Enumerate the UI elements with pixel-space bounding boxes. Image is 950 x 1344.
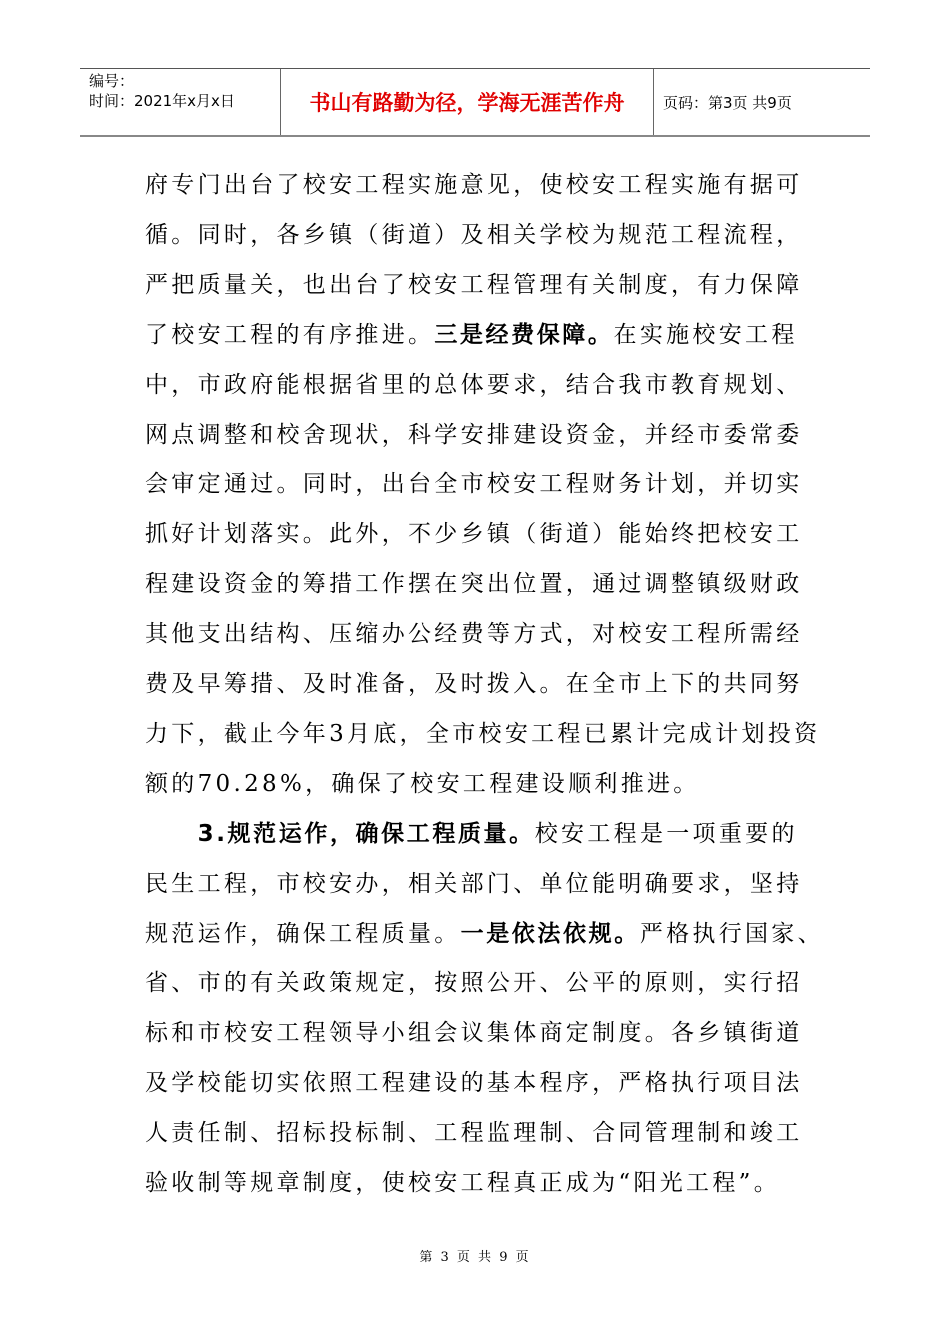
- text-run: 会审定通过。同时，出台全市校安工程财务计划，并切实: [145, 471, 803, 498]
- header-motto: 书山有路勤为径，学海无涯苦作舟: [281, 69, 654, 135]
- text-run: 严格执行国家、: [639, 920, 824, 947]
- text-run: 验收制等规章制度，使校安工程真正成为“阳光工程”。: [145, 1170, 781, 1196]
- bold-heading-text: 3.规范运作，确保工程质量。: [197, 820, 535, 847]
- page-footer: 第 3 页 共 9 页: [419, 1250, 531, 1265]
- number-label: 编号：: [89, 72, 135, 90]
- text-line: [145, 260, 803, 310]
- text-line: [145, 310, 798, 360]
- text-run: 费及早筹措、及时准备，及时拨入。在全市上下的共同努: [145, 671, 803, 697]
- text-line: [145, 559, 803, 609]
- text-run: 力下，截止今年3月底，全市校安工程已累计完成计划投资: [145, 720, 821, 747]
- text-line: [145, 859, 803, 909]
- text-run: 规范运作，确保工程质量。: [145, 920, 461, 947]
- text-line: [145, 160, 803, 210]
- text-run: 抓好计划落实。此外，不少乡镇（街道）能始终把校安工: [145, 521, 803, 548]
- bold-heading-text: 一是依法依规。: [460, 920, 640, 947]
- text-run: 其他支出结构、压缩办公经费等方式，对校安工程所需经: [145, 621, 803, 648]
- text-line: [145, 1058, 803, 1108]
- text-line: [145, 609, 803, 659]
- text-run: 了校安工程的有序推进。: [145, 321, 435, 348]
- text-line: [145, 1158, 780, 1208]
- text-run: 网点调整和校舍现状，科学安排建设资金，并经市委常委: [145, 421, 803, 448]
- text-run: 标和市校安工程领导小组会议集体商定制度。各乡镇街道: [145, 1020, 803, 1047]
- text-line: [145, 809, 798, 859]
- text-run: 人责任制、招标投标制、工程监理制、合同管理制和竣工: [145, 1120, 803, 1147]
- text-line: [145, 210, 803, 260]
- header-table: [80, 68, 870, 137]
- text-line: [145, 909, 824, 959]
- text-line: [145, 709, 820, 759]
- text-line: [145, 1108, 803, 1158]
- header-page-info: 页码：第3页 共9页: [663, 93, 792, 112]
- text-run: 府专门出台了校安工程实施意见，使校安工程实施有据可: [145, 172, 803, 198]
- text-run: [145, 821, 198, 847]
- text-run: 省、市的有关政策规定，按照公开、公平的原则，实行招: [145, 970, 803, 997]
- text-run: 及学校能切实依照工程建设的基本程序，严格执行项目法: [145, 1070, 803, 1097]
- text-line: [145, 360, 803, 410]
- text-line: [145, 459, 803, 509]
- text-line: [145, 659, 803, 709]
- text-run: 在实施校安工程: [613, 321, 798, 348]
- text-line: [145, 958, 803, 1008]
- text-line: [145, 410, 803, 460]
- date-label: 时间：2021年x月x日: [89, 92, 235, 110]
- text-run: 严把质量关，也出台了校安工程管理有关制度，有力保障: [145, 271, 803, 298]
- text-run: 额的70.28%，确保了校安工程建设顺利推进。: [145, 770, 700, 797]
- bold-heading-text: 三是经费保障。: [434, 321, 614, 348]
- text-run: 循。同时，各乡镇（街道）及相关学校为规范工程流程，: [145, 221, 803, 248]
- text-line: [145, 759, 700, 809]
- text-run: 中，市政府能根据省里的总体要求，结合我市教育规划、: [145, 371, 803, 398]
- text-run: 民生工程，市校安办，相关部门、单位能明确要求，坚持: [145, 870, 803, 897]
- text-run: 程建设资金的筹措工作摆在突出位置，通过调整镇级财政: [145, 571, 803, 598]
- text-line: [145, 509, 803, 559]
- text-line: [145, 1008, 803, 1058]
- header-meta: [80, 69, 281, 135]
- text-run: 校安工程是一项重要的: [534, 820, 798, 847]
